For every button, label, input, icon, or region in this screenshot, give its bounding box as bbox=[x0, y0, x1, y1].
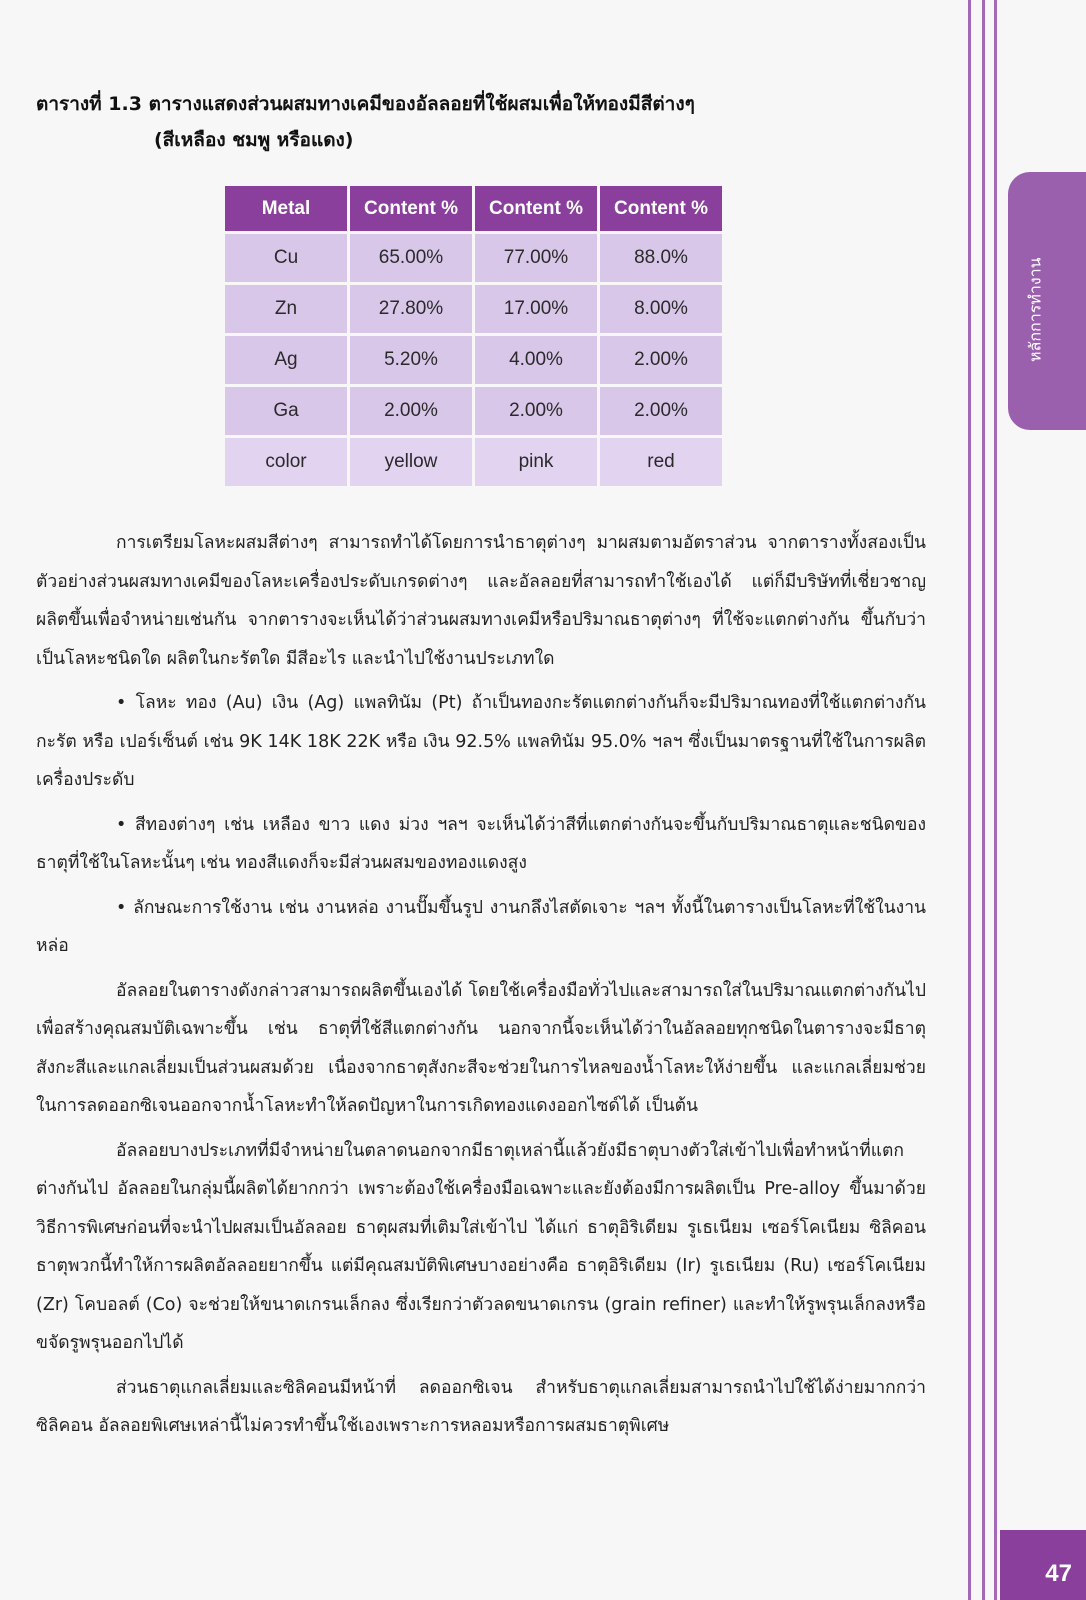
caption-line-1: ตารางที่ 1.3 ตารางแสดงส่วนผสมทางเคมีของอัลลอยที่ใช้ผสมเพื่อให้ทองมีสีต่างๆ bbox=[36, 93, 695, 115]
body-text bbox=[36, 524, 926, 1446]
table-cell: 2.00% bbox=[475, 387, 597, 435]
table-cell: 65.00% bbox=[350, 234, 472, 282]
table-cell: 17.00% bbox=[475, 285, 597, 333]
table-cell: 77.00% bbox=[475, 234, 597, 282]
table-cell: pink bbox=[475, 438, 597, 486]
table-row bbox=[225, 387, 722, 435]
header-content-2: Content % bbox=[475, 186, 597, 231]
table-row bbox=[225, 234, 722, 282]
chapter-tab-label: หลักการทำงาน bbox=[1025, 257, 1045, 363]
page-number: 47 bbox=[1045, 1560, 1072, 1587]
table-header-row bbox=[225, 186, 722, 231]
table-cell: Cu bbox=[225, 234, 347, 282]
table-cell: 5.20% bbox=[350, 336, 472, 384]
table-cell: 27.80% bbox=[350, 285, 472, 333]
margin-line bbox=[994, 0, 997, 1600]
margin-line bbox=[982, 0, 985, 1600]
alloy-composition-table bbox=[222, 183, 725, 489]
table-cell: yellow bbox=[350, 438, 472, 486]
table-row bbox=[225, 438, 722, 486]
header-metal: Metal bbox=[225, 186, 347, 231]
table-cell: Ga bbox=[225, 387, 347, 435]
caption-line-2: (สีเหลือง ชมพู หรือแดง) bbox=[154, 129, 354, 151]
table-cell: red bbox=[600, 438, 722, 486]
table-cell: 8.00% bbox=[600, 285, 722, 333]
table-cell: Ag bbox=[225, 336, 347, 384]
bullet-paragraph: • ลักษณะการใช้งาน เช่น งานหล่อ งานปั๊มขึ้นรูป งานกลึงไสตัดเจาะ ฯลฯ ทั้งนี้ในตารางเป็นโลหะที่ใช้ในงานหล่อ bbox=[36, 897, 926, 956]
table-row bbox=[225, 336, 722, 384]
paragraph: อัลลอยบางประเภทที่มีจำหน่ายในตลาดนอกจากมีธาตุเหล่านี้แล้วยังมีธาตุบางตัวใส่เข้าไปเพื่อทำหน้าที่แตกต่างกันไป อัลลอยในกลุ่มนี้ผลิตได้ยากกว่า เพราะต้องใช้เครื่องมือเฉพาะและยังต้องมีการผลิตเป็น Pre-alloy ขึ้นมาด้วยวิธีการพิเศษก่อนที่จะนำไปผสมเป็นอัลลอย ธาตุผสมที่เติมใส่เข้าไป ได้แก่ ธาตุอิริเดียม รูเธเนียม เซอร์โคเนียม ซิลิคอน ธาตุพวกนี้ทำให้การผลิตอัลลอยยากขึ้น แต่มีคุณสมบัติพิเศษบางอย่างคือ ธาตุอิริเดียม (Ir) รูเธเนียม (Ru) เซอร์โคเนียม (Zr) โคบอลต์ (Co) จะช่วยให้ขนาดเกรนเล็กลง ซึ่งเรียกว่าตัวลดขนาดเกรน (grain refiner) และทำให้รูพรุนเล็กลงหรือขจัดรูพรุนออกไปได้ bbox=[36, 1140, 926, 1353]
table-cell: 88.0% bbox=[600, 234, 722, 282]
paragraph: การเตรียมโลหะผสมสีต่างๆ สามารถทำได้โดยการนำธาตุต่างๆ มาผสมตามอัตราส่วน จากตารางทั้งสองเป็นตัวอย่างส่วนผสมทางเคมีของโลหะเครื่องประดับเกรดต่างๆ และอัลลอยที่สามารถทำใช้เองได้ แต่ก็มีบริษัทที่เชี่ยวชาญผลิตขึ้นเพื่อจำหน่ายเช่นกัน จากตารางจะเห็นได้ว่าส่วนผสมทางเคมีหรือปริมาณธาตุต่างๆ ที่ใช้จะแตกต่างกัน ขึ้นกับว่าเป็นโลหะชนิดใด ผลิตในกะรัตใด มีสีอะไร และนำไปใช้งานประเภทใด bbox=[36, 533, 926, 669]
header-content-1: Content % bbox=[350, 186, 472, 231]
table-cell: color bbox=[225, 438, 347, 486]
header-content-3: Content % bbox=[600, 186, 722, 231]
table-cell: 2.00% bbox=[350, 387, 472, 435]
margin-line bbox=[968, 0, 971, 1600]
bullet-paragraph: • สีทองต่างๆ เช่น เหลือง ขาว แดง ม่วง ฯลฯ จะเห็นได้ว่าสีที่แตกต่างกันจะขึ้นกับปริมาณธาตุและชนิดของธาตุที่ใช้ในโลหะนั้นๆ เช่น ทองสีแดงก็จะมีส่วนผสมของทองแดงสูง bbox=[36, 814, 926, 873]
table-caption bbox=[36, 86, 936, 158]
table-row bbox=[225, 285, 722, 333]
paragraph: ส่วนธาตุแกลเลี่ยมและซิลิคอนมีหน้าที่ ลดออกซิเจน สำหรับธาตุแกลเลี่ยมสามารถนำไปใช้ได้ง่ายมากกว่าซิลิคอน อัลลอยพิเศษเหล่านี้ไม่ควรทำขึ้นใช้เองเพราะการหลอมหรือการผสมธาตุพิเศษ bbox=[36, 1377, 926, 1436]
bullet-paragraph: • โลหะ ทอง (Au) เงิน (Ag) แพลทินัม (Pt) ถ้าเป็นทองกะรัตแตกต่างกันก็จะมีปริมาณทองที่ใช้แตกต่างกัน กะรัต หรือ เปอร์เซ็นต์ เช่น 9K 14K 18K 22K หรือ เงิน 92.5% แพลทินัม 95.0% ฯลฯ ซึ่งเป็นมาตรฐานที่ใช้ในการผลิตเครื่องประดับ bbox=[36, 693, 926, 790]
table-cell: 2.00% bbox=[600, 336, 722, 384]
table-cell: 4.00% bbox=[475, 336, 597, 384]
paragraph: อัลลอยในตารางดังกล่าวสามารถผลิตขึ้นเองได้ โดยใช้เครื่องมือทั่วไปและสามารถใส่ในปริมาณแตกต่างกันไป เพื่อสร้างคุณสมบัติเฉพาะขึ้น เช่น ธาตุที่ใช้สีแตกต่างกัน นอกจากนี้จะเห็นได้ว่าในอัลลอยทุกชนิดในตารางจะมีธาตุสังกะสีและแกลเลี่ยมเป็นส่วนผสมด้วย เนื่องจากธาตุสังกะสีจะช่วยในการไหลของน้ำโลหะให้ง่ายขึ้น และแกลเลี่ยมช่วยในการลดออกซิเจนออกจากน้ำโลหะทำให้ลดปัญหาในการเกิดทองแดงออกไซด์ได้ เป็นต้น bbox=[36, 980, 926, 1116]
table-cell: 2.00% bbox=[600, 387, 722, 435]
table-cell: Zn bbox=[225, 285, 347, 333]
